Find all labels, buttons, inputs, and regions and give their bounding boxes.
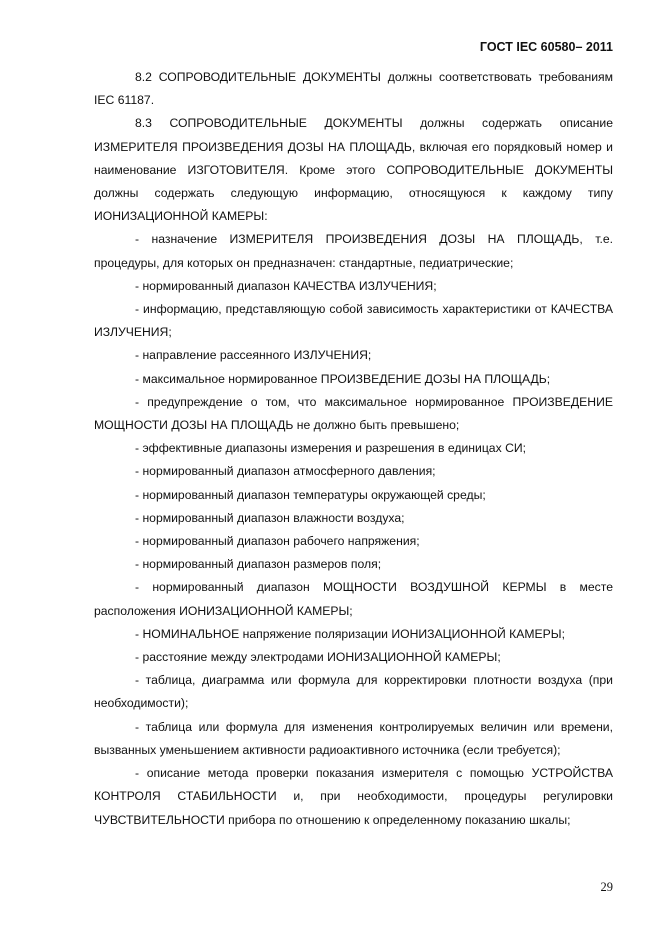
list-item: - нормированный диапазон МОЩНОСТИ ВОЗДУШНОЙ КЕРМЫ в месте расположения ИОНИЗАЦИОННОЙ КАМЕРЫ; — [94, 580, 613, 618]
list-item: - описание метода проверки показания измерителя с помощью УСТРОЙСТВА КОНТРОЛЯ СТАБИЛЬНОСТИ и, при необходимости, процедуры регулировки ЧУВСТВИТЕЛЬНОСТИ прибора по отношению к определенному показанию шкалы; — [94, 766, 613, 827]
paragraph-8-3: 8.3 СОПРОВОДИТЕЛЬНЫЕ ДОКУМЕНТЫ должны содержать описание ИЗМЕРИТЕЛЯ ПРОИЗВЕДЕНИЯ ДОЗЫ НА ПЛОЩАДЬ, включая его порядковый номер и наименование ИЗГОТОВИТЕЛЯ. Кроме этого СОПРОВОДИТЕЛЬНЫЕ ДОКУМЕНТЫ должны содержать следующую информацию, относящуюся к каждому типу ИОНИЗАЦИОННОЙ КАМЕРЫ: — [94, 116, 613, 224]
list-item: - направление рассеянного ИЗЛУЧЕНИЯ; — [135, 348, 372, 363]
paragraph-8-2: 8.2 СОПРОВОДИТЕЛЬНЫЕ ДОКУМЕНТЫ должны соответствовать требованиям IEC 61187. — [94, 70, 613, 108]
page-number: 29 — [600, 880, 613, 894]
list-item: - предупреждение о том, что максимальное нормированное ПРОИЗВЕДЕНИЕ МОЩНОСТИ ДОЗЫ НА ПЛОЩАДЬ не должно быть превышено; — [94, 394, 613, 433]
list-item: - нормированный диапазон КАЧЕСТВА ИЗЛУЧЕНИЯ; — [135, 278, 437, 293]
list-item: - эффективные диапазоны измерения и разрешения в единицах СИ; — [135, 441, 527, 456]
list-item: - информацию, представляющую собой зависимость характеристики от КАЧЕСТВА ИЗЛУЧЕНИЯ; — [94, 302, 613, 340]
list-item: - нормированный диапазон размеров поля; — [135, 557, 382, 572]
list-item: - расстояние между электродами ИОНИЗАЦИОННОЙ КАМЕРЫ; — [135, 650, 501, 665]
list-item: - нормированный диапазон температуры окружающей среды; — [135, 487, 486, 502]
document-body — [94, 66, 613, 832]
list-item: - таблица, диаграмма или формула для корректировки плотности воздуха (при необходимости); — [94, 673, 613, 711]
list-item: - нормированный диапазон рабочего напряжения; — [135, 534, 420, 549]
list-item: - нормированный диапазон влажности воздуха; — [135, 510, 405, 525]
list-item: - НОМИНАЛЬНОЕ напряжение поляризации ИОНИЗАЦИОННОЙ КАМЕРЫ; — [135, 626, 565, 641]
document-header: ГОСТ IEC 60580– 2011 — [479, 40, 613, 54]
list-item: - нормированный диапазон атмосферного давления; — [135, 464, 436, 479]
list-item: - максимальное нормированное ПРОИЗВЕДЕНИЕ ДОЗЫ НА ПЛОЩАДЬ; — [135, 371, 551, 386]
list-item: - таблица или формула для изменения контролируемых величин или времени, вызванных уменьшением активности радиоактивного источника (если требуется); — [94, 719, 613, 757]
list-item: - назначение ИЗМЕРИТЕЛЯ ПРОИЗВЕДЕНИЯ ДОЗЫ НА ПЛОЩАДЬ, т.е. процедуры, для которых он предназначен: стандартные, педиатрические; — [94, 232, 613, 270]
